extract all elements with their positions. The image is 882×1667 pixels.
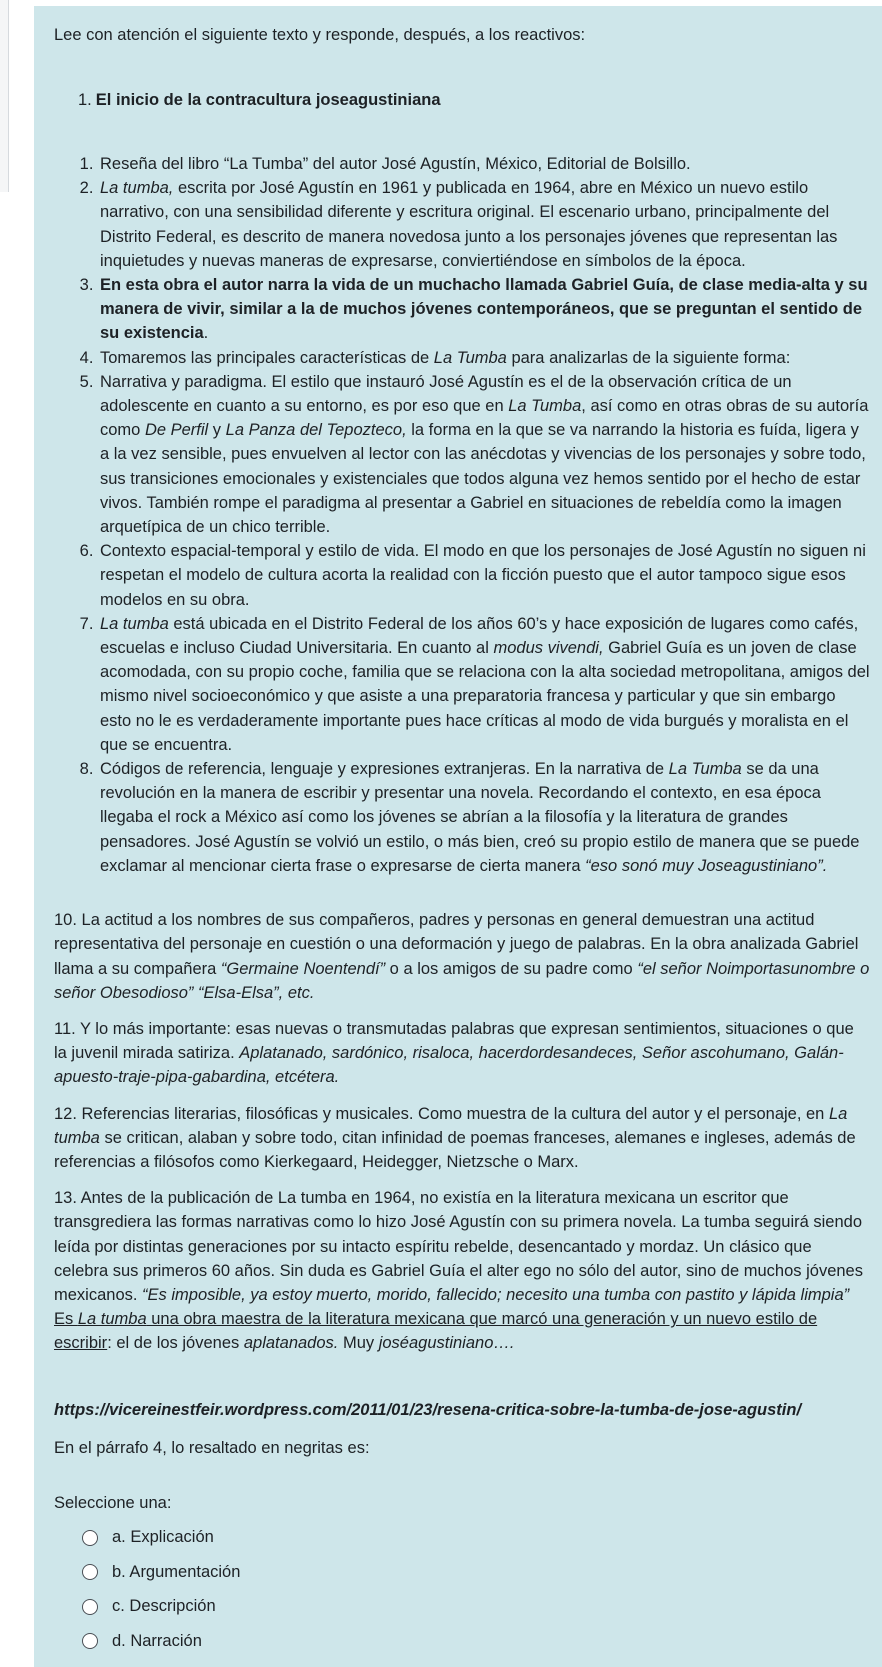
list-item: 8. Códigos de referencia, lenguaje y expresiones extranjeras. En la narrativa de La Tumba se da una revolución en la manera de escribir y presentar una novela. Recordando el contexto, en esa época llegaba el rock a México así como los jóvenes se abrían a la filosofía y la literatura de grandes pensadores. José Agustín se volvió un estilo, o más bien, creó su propio estilo de manera que se puede exclamar al mencionar cierta frase o expresarse de cierta manera “eso sonó muy Joseagustiniano”. bbox=[98, 757, 870, 878]
list-item: 2. La tumba, escrita por José Agustín en 1961 y publicada en 1964, abre en México un nuevo estilo narrativo, con una sensibilidad diferente y escritura original. El escenario urbano, principalmente del Distrito Federal, es descrito de manera novedosa junto a los personajes jóvenes que representan las inquietudes y nuevas maneras de expresarse, conviertiéndose en símbolos de la época. bbox=[98, 176, 870, 273]
list-item: 3. En esta obra el autor narra la vida de un muchacho llamada Gabriel Guía, de clase media-alta y su manera de vivir, similar a la de muchos jóvenes contemporáneos, que se preguntan el sentido de su existencia. bbox=[98, 273, 870, 346]
heading-title: El inicio de la contracultura joseagustiniana bbox=[95, 91, 441, 109]
answer-option-b[interactable]: b. Argumentación bbox=[54, 1555, 870, 1590]
paragraph-11: 11. Y lo más importante: esas nuevas o transmutadas palabras que expresan sentimientos, situaciones o que la juvenil mirada satiriza. Aplatanado, sardónico, risaloca, hacerdordesandeces, Señor ascohumano, Galán-apuesto-traje-pipa-gabardina, etcétera. bbox=[54, 1019, 854, 1087]
answer-option-a[interactable]: a. Explicación bbox=[54, 1521, 870, 1556]
intro-text: Lee con atención el siguiente texto y responde, después, a los reactivos: bbox=[54, 26, 586, 44]
source-url: https://vicereinestfeir.wordpress.com/2011/01/23/resena-critica-sobre-la-tumba-de-jose-agustin/ bbox=[54, 1400, 802, 1419]
question-prompt: En el párrafo 4, lo resaltado en negritas es: bbox=[54, 1438, 370, 1457]
list-item: 7. La tumba está ubicada en el Distrito Federal de los años 60’s y hace exposición de lugares como cafés, escuelas e incluso Ciudad Universitaria. En cuanto al modus vivendi, Gabriel Guía es un joven de clase acomodada, con su propio coche, familia que se relaciona con la alta sociedad metropolitana, amigos del mismo nivel socioeconómico y que asiste a una preparatoria francesa y particular y que sin embargo esto no le es verdaderamente importante pues hace críticas al modo de vida burgués y moralista en el que se encuentra. bbox=[98, 612, 870, 757]
paragraph-13: 13. Antes de la publicación de La tumba en 1964, no existía en la literatura mexicana un escritor que transgrediera las formas narrativas como lo hizo José Agustín con su primera novela. La tumba seguirá siendo leída por distintas generaciones por su intacto espíritu rebelde, desencantado y mordaz. Un clásico que celebra sus primeros 60 años. Sin duda es Gabriel Guía el alter ego no sólo del autor, sino de muchos jóvenes mexicanos. “Es imposible, ya estoy muerto, morido, fallecido; necesito una tumba con pastito y lápida limpia” Es La tumba una obra maestra de la literatura mexicana que marcó una generación y un nuevo estilo de escribir: el de los jóvenes aplatanados. Muy joséagustiniano…. bbox=[54, 1189, 863, 1353]
select-one-label: Seleccione una: bbox=[54, 1493, 172, 1512]
radio-button[interactable] bbox=[82, 1633, 98, 1649]
question-text-panel bbox=[34, 6, 882, 1667]
answer-option-c[interactable]: c. Descripción bbox=[54, 1590, 870, 1625]
list-item: 1. Reseña del libro “La Tumba” del autor José Agustín, México, Editorial de Bolsillo. bbox=[98, 152, 870, 176]
underlined-quote: Es La tumba una obra maestra de la literatura mexicana que marcó una generación y un nuevo estilo de escribir bbox=[54, 1310, 818, 1353]
reading-heading bbox=[54, 89, 870, 112]
list-item: 5. Narrativa y paradigma. El estilo que instauró José Agustín es el de la observación crítica de un adolescente en cuanto a su entorno, es por eso que en La Tumba, así como en otras obras de su autoría como De Perfil y La Panza del Tepozteco, la forma en la que se va narrando la historia es fuída, ligera y a la vez sensible, pues envuelven al lector con las anécdotas y vivencias de los personajes y sobre todo, sus transiciones emocionales y existenciales que todos alguna vez hemos sentido por el hecho de estar vivos. También rompe el paradigma al presentar a Gabriel en situaciones de rebeldía como la imagen arquetípica de un chico terrible. bbox=[98, 370, 870, 539]
paragraph-10: 10. La actitud a los nombres de sus compañeros, padres y personas en general demuestran una actitud representativa del personaje en cuestión o una deformación y juego de palabras. En la obra analizada Gabriel llama a su compañera “Germaine Noentendí” o a los amigos de su padre como “el señor Noimportasunombre o señor Obesodioso” “Elsa-Elsa”, etc. bbox=[54, 911, 870, 1002]
paragraph-12: 12. Referencias literarias, filosóficas y musicales. Como muestra de la cultura del autor y el personaje, en La tumba se critican, alaban y sobre todo, citan infinidad de poemas franceses, alemanes e ingleses, además de referencias a filósofos como Kierkegaard, Heidegger, Nietzsche o Marx. bbox=[54, 1104, 856, 1171]
list-item: 6. Contexto espacial-temporal y estilo de vida. El modo en que los personajes de José Agustín no siguen ni respetan el modelo de cultura acorta la realidad con la ficción puesto que el autor tampoco sigue esos modelos en su obra. bbox=[98, 539, 870, 612]
radio-button[interactable] bbox=[82, 1564, 98, 1580]
heading-number: 1. bbox=[78, 91, 92, 109]
review-item-list bbox=[54, 152, 870, 878]
radio-button[interactable] bbox=[82, 1530, 98, 1546]
answer-options bbox=[54, 1521, 870, 1659]
radio-button[interactable] bbox=[82, 1599, 98, 1615]
list-item: 4. Tomaremos las principales características de La Tumba para analizarlas de la siguiente forma: bbox=[98, 346, 870, 370]
left-rail bbox=[0, 0, 9, 192]
answer-option-d[interactable]: d. Narración bbox=[54, 1624, 870, 1659]
